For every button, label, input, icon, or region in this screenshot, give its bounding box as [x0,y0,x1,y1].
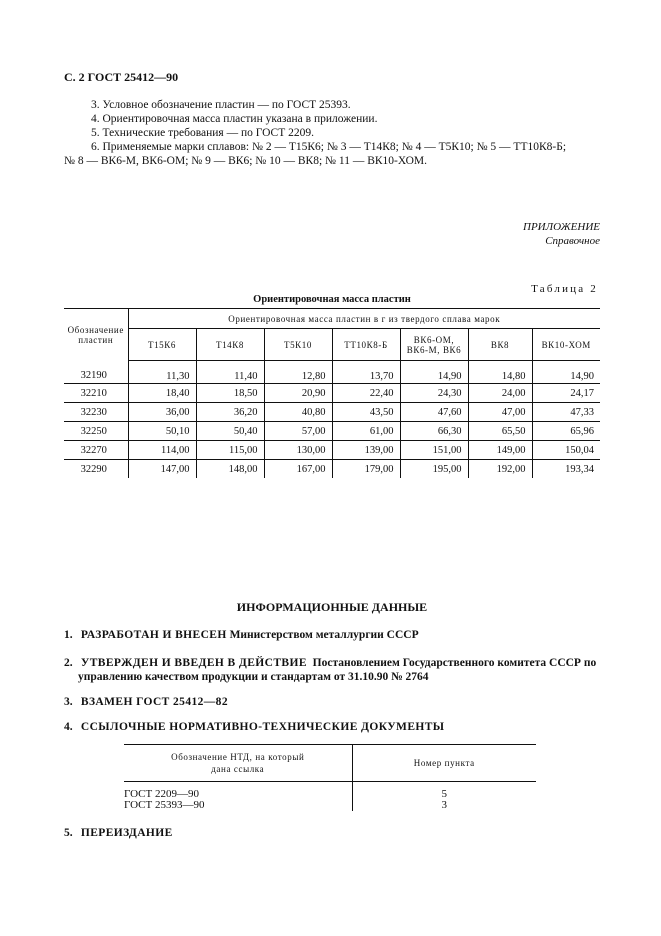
cell-value: 139,00 [332,441,400,460]
cell-value: 20,90 [264,384,332,403]
info-item-2 [64,656,596,670]
table-row [64,441,600,460]
cell-designation: 32290 [80,463,107,475]
note-6: 6. Применяемые марки сплавов: № 2 — Т15К6; № 3 — Т14К8; № 4 — Т5К10; № 5 — ТТ10К8-Б; [91,141,567,153]
item-heading: УТВЕРЖДЕН И ВВЕДЕН В ДЕЙСТВИЕ [80,657,307,669]
item-number: 2. [64,657,73,669]
note-5: 5. Технические требования — по ГОСТ 2209. [91,127,314,139]
col-header-t15k6: Т15К6 [128,329,196,361]
item-number: 5. [64,827,73,839]
cell-designation: 32270 [64,441,128,460]
cell-value: 179,00 [332,460,400,479]
cell-value: 14,80 [468,361,532,384]
cell-value: 14,90 [532,361,600,384]
note-6-continuation: № 8 — ВК6-М, ВК6-ОМ; № 9 — ВК6; № 10 — ВК8; № 11 — ВК10-ХОМ. [64,155,427,167]
table-row [64,361,600,384]
item-heading: ПЕРЕИЗДАНИЕ [80,827,173,839]
cell-value: 65,50 [468,422,532,441]
mass-table [64,308,600,478]
item-heading: ССЫЛОЧНЫЕ НОРМАТИВНО-ТЕХНИЧЕСКИЕ ДОКУМЕНТЫ [80,721,445,733]
cell-value: 147,00 [128,460,196,479]
col-designation-header: Обозначение пластин [64,309,128,361]
item-number: 3. [64,696,73,708]
cell-doc: ГОСТ 2209—90 [124,788,199,800]
cell-value: 22,40 [332,384,400,403]
item-number: 4. [64,721,73,733]
cell-value: 36,00 [128,403,196,422]
table-row [64,422,600,441]
cell-value: 43,50 [332,403,400,422]
cell-value: 61,00 [332,422,400,441]
cell-value: 11,30 [128,361,196,384]
cell-value: 115,00 [196,441,264,460]
cell-designation: 32230 [64,403,128,422]
col-header-ntd [124,745,352,782]
cell-item: 5 [352,782,536,801]
info-title: ИНФОРМАЦИОННЫЕ ДАННЫЕ [236,600,428,614]
info-item-3 [64,695,228,709]
col-header-ntd-line1: Обозначение НТД, на который [171,752,305,762]
cell-value: 66,30 [400,422,468,441]
cell-value: 65,96 [532,422,600,441]
item-number: 1. [64,629,73,641]
cell-value: 192,00 [468,460,532,479]
table-row [64,403,600,422]
item-heading: ВЗАМЕН ГОСТ 25412—82 [80,696,228,708]
cell-value: 50,10 [128,422,196,441]
item-text: Постановлением Государственного комитета СССР по [312,657,597,669]
cell-value: 47,60 [400,403,468,422]
mass-group-header: Ориентировочная масса пластин в г из твердого сплава марок [128,309,600,329]
table-2-title: Ориентировочная масса пластин [253,294,411,305]
note-3: 3. Условное обозначение пластин — по ГОСТ 25393. [91,99,351,111]
cell-item: 3 [352,800,536,811]
table-row [64,384,600,403]
cell-doc: ГОСТ 25393—90 [124,799,205,811]
col-header-vk10hom: ВК10-ХОМ [532,329,600,361]
cell-value: 114,00 [128,441,196,460]
reference-docs-table [124,744,536,811]
col-header-t14k8: Т14К8 [196,329,264,361]
cell-value: 13,70 [332,361,400,384]
page-header: С. 2 ГОСТ 25412—90 [64,70,179,84]
cell-value: 11,40 [196,361,264,384]
cell-value: 50,40 [196,422,264,441]
info-item-4 [64,720,445,734]
appendix-subtitle: Справочное [545,235,600,247]
cell-value: 36,20 [196,403,264,422]
cell-value: 47,33 [532,403,600,422]
cell-designation: 32250 [64,422,128,441]
cell-designation: 32210 [64,384,128,403]
col-header-item-number: Номер пункта [352,745,536,782]
info-item-2-continuation: управлению качеством продукции и стандартам от 31.10.90 № 2764 [78,671,429,683]
cell-value: 40,80 [264,403,332,422]
col-header-vk6: ВК6-ОМ, ВК6-М, ВК6 [400,329,468,361]
cell-value: 151,00 [400,441,468,460]
cell-value: 57,00 [264,422,332,441]
col-header-ntd-line2: дана ссылка [211,764,265,774]
cell-value: 130,00 [264,441,332,460]
info-item-5 [64,826,173,840]
cell-designation: 32190 [64,361,128,384]
col-header-vk8: ВК8 [468,329,532,361]
item-text: Министерством металлургии СССР [229,629,419,641]
appendix-title: ПРИЛОЖЕНИЕ [523,221,600,233]
col-header-tt10k8b: ТТ10К8-Б [332,329,400,361]
appendix-heading [500,220,600,248]
cell-value: 149,00 [468,441,532,460]
note-4: 4. Ориентировочная масса пластин указана в приложении. [91,113,378,125]
cell-value: 193,34 [532,460,600,479]
cell-value: 167,00 [264,460,332,479]
item-heading: РАЗРАБОТАН И ВНЕСЕН [80,629,227,641]
table-row [64,460,600,479]
cell-value: 148,00 [196,460,264,479]
table-row [124,782,536,801]
col-header-t5k10: Т5К10 [264,329,332,361]
cell-value: 150,04 [532,441,600,460]
cell-value: 195,00 [400,460,468,479]
info-item-1 [64,628,419,642]
cell-value: 24,30 [400,384,468,403]
table-row [124,800,536,811]
cell-value: 14,90 [400,361,468,384]
cell-value: 24,00 [468,384,532,403]
cell-value: 24,17 [532,384,600,403]
cell-value: 47,00 [468,403,532,422]
table-2-label: Таблица 2 [531,283,598,295]
cell-value: 12,80 [264,361,332,384]
cell-value: 18,50 [196,384,264,403]
cell-value: 18,40 [128,384,196,403]
